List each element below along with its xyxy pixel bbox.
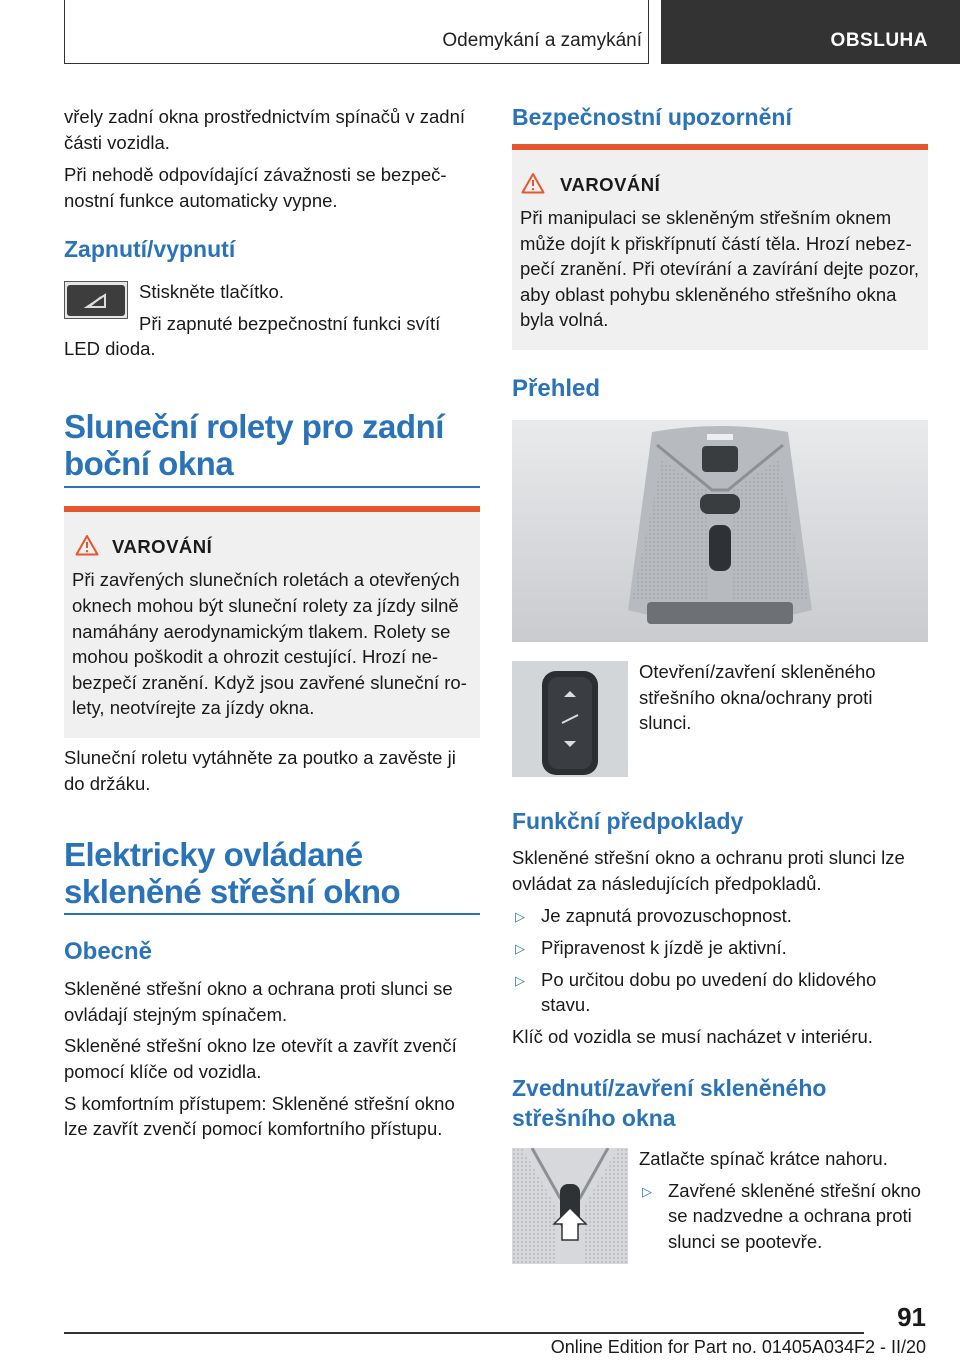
func-bullet: Po určitou dobu po uvedení do klidového [541, 969, 877, 990]
warning-triangle-icon [521, 172, 545, 194]
warning-title: VAROVÁNÍ [560, 174, 661, 195]
intro-line: vřely zadní okna prostřednictvím spínačů v zadní [64, 106, 466, 127]
bullet-marker: ▷ [642, 1184, 652, 1199]
lift-bullet: se nadzvedne a ochrana proti [668, 1205, 912, 1226]
glass-roof-heading: skleněné střešní okno [64, 873, 401, 910]
switch-caption: střešního okna/ochrany proti [639, 687, 873, 708]
func-bullet: Je zapnutá provozuschopnost. [541, 905, 792, 926]
warning-line: může dojít k přiskřípnutí částí těla. Hrozí nebez- [520, 233, 912, 254]
chapter-tab [661, 0, 960, 64]
section-title: Odemykání a zamykání [442, 30, 642, 51]
general-heading: Obecně [64, 938, 153, 965]
func-bullet: Připravenost k jízdě je aktivní. [541, 937, 787, 958]
warning-triangle-icon [75, 534, 99, 556]
roof-console-illustration [512, 420, 928, 642]
page-number: 91 [897, 1302, 926, 1332]
bullet-marker: ▷ [515, 973, 525, 988]
general-line: Skleněné střešní okno a ochrana proti slunci se [64, 978, 453, 999]
func-intro: Skleněné střešní okno a ochranu proti slunci lze [512, 847, 905, 868]
roof-console-image [512, 420, 928, 642]
general-line: ovládají stejným spínačem. [64, 1004, 288, 1025]
heading-rule [64, 913, 480, 915]
lift-bullet: Zavřené skleněné střešní okno [668, 1180, 921, 1201]
chapter-title: OBSLUHA [830, 30, 928, 51]
sunblind-heading: Sluneční rolety pro zadní [64, 408, 444, 445]
intro-line: části vozidla. [64, 132, 170, 153]
heading-rule [64, 486, 480, 488]
warning-line: oknech mohou být sluneční rolety za jízdy silně [72, 595, 459, 616]
switch-caption: Otevření/zavření skleněného [639, 661, 876, 682]
window-switch-icon [65, 282, 128, 319]
general-line: Skleněné střešní okno lze otevřít a zavřít zvenčí [64, 1035, 457, 1056]
intro-line: Při nehodě odpovídající závažnosti se bezpeč- [64, 164, 447, 185]
func-outro: Klíč od vozidla se musí nacházet v interiéru. [512, 1026, 873, 1047]
general-line: lze zavřít zvenčí pomocí komfortního přístupu. [64, 1118, 443, 1139]
sunblind-text: Sluneční roletu vytáhněte za poutko a zavěste ji [64, 747, 456, 768]
warning-line: lety, neotvírejte za jízdy okna. [72, 697, 315, 718]
lift-text: Zatlačte spínač krátce nahoru. [639, 1148, 888, 1169]
roof-switch-image [512, 661, 628, 777]
lift-bullet: slunci se pootevře. [668, 1231, 823, 1252]
general-line: S komfortním přístupem: Skleněné střešní okno [64, 1093, 455, 1114]
warning-line: mohou poškodit a ohrozit cestující. Hrozí ne- [72, 646, 439, 667]
warning-line: Při zavřených slunečních roletách a otevřených [72, 569, 460, 590]
safety-heading: Bezpečnostní upozornění [512, 104, 792, 130]
warning-line: namáhány aerodynamickým tlakem. Rolety se [72, 621, 451, 642]
warning-line: byla volná. [520, 309, 609, 330]
glass-roof-heading: Elektricky ovládané [64, 836, 363, 873]
func-bullet-cont: stavu. [541, 994, 591, 1015]
lift-heading: Zvednutí/zavření skleněného [512, 1075, 827, 1101]
safety-button-image [64, 281, 128, 319]
warning-line: aby oblast pohybu skleněného střešního okna [520, 284, 897, 305]
onoff-heading: Zapnutí/vypnutí [64, 236, 236, 262]
sunblind-heading: boční okna [64, 445, 234, 482]
func-intro: ovládat za následujících předpokladů. [512, 873, 822, 894]
onoff-text: LED dioda. [64, 338, 156, 359]
functional-requirements-heading: Funkční předpoklady [512, 808, 744, 834]
edition-footer: Online Edition for Part no. 01405A034F2 - II/20 [550, 1337, 926, 1357]
onoff-text: Stiskněte tlačítko. [139, 281, 284, 302]
lift-heading: střešního okna [512, 1105, 676, 1131]
sunblind-text: do držáku. [64, 773, 151, 794]
lift-switch-image [512, 1148, 628, 1264]
roof-switch-illustration [512, 661, 628, 777]
switch-caption: slunci. [639, 712, 692, 733]
general-line: pomocí klíče od vozidla. [64, 1061, 262, 1082]
warning-line: pečí zranění. Při otevírání a zavírání dejte pozor, [520, 258, 919, 279]
bullet-marker: ▷ [515, 909, 525, 924]
bullet-marker: ▷ [515, 941, 525, 956]
lift-switch-illustration [512, 1148, 628, 1264]
warning-line: bezpečí zranění. Když jsou zavřené sluneční ro- [72, 672, 467, 693]
footer-rule [64, 1332, 864, 1334]
onoff-text: Při zapnuté bezpečnostní funkci svítí [139, 313, 441, 334]
warning-line: Při manipulaci se skleněným střešním oknem [520, 207, 892, 228]
intro-line: nostní funkce automaticky vypne. [64, 190, 338, 211]
overview-heading: Přehled [512, 375, 601, 402]
warning-title: VAROVÁNÍ [112, 536, 213, 557]
